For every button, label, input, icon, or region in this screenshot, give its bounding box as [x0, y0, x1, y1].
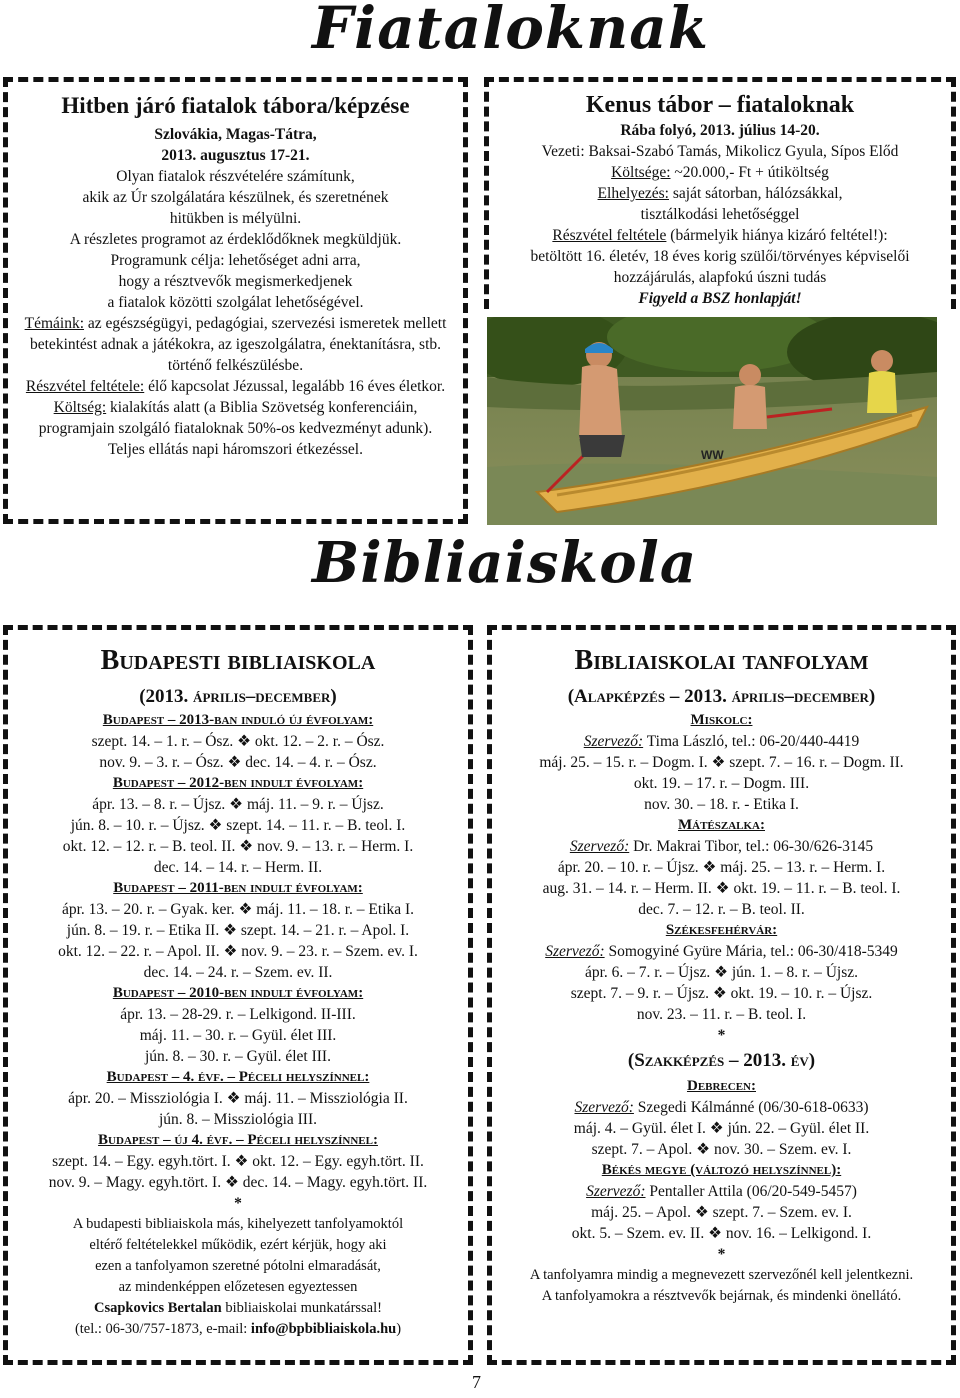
- camp-line: Szlovákia, Magas-Tátra,: [154, 126, 317, 143]
- location-heading: Békés megye (változó helyszínnel):: [601, 1162, 842, 1178]
- location-heading: Miskolc:: [690, 712, 753, 728]
- camp-line: Olyan fiatalok részvételére számítunk,: [116, 168, 355, 185]
- schedule-line: szept. 7. – 9. r. – Újsz. ❖ okt. 19. – 10. r. – Újsz.: [570, 985, 873, 1002]
- schedule-line: ápr. 13. – 20. r. – Gyak. ker. ❖ máj. 11. – 18. r. – Etika I.: [61, 901, 415, 918]
- schedule-line: szept. 7. – Apol. ❖ nov. 30. – Szem. ev. I.: [591, 1141, 852, 1158]
- schedule-line: okt. 5. – Szem. ev. II. ❖ nov. 16. – Lelkigond. I.: [571, 1225, 872, 1242]
- camp-requirement: Részvétel feltétele: élő kapcsolat Jézussal, legalább 16 éves életkor.: [25, 378, 446, 395]
- course-box: [487, 625, 956, 1365]
- budapest-schedule: [16, 710, 460, 1193]
- budapest-title: Budapesti bibliaiskola: [100, 645, 376, 676]
- kenu-website: Figyeld a BSZ honlapját!: [638, 290, 802, 307]
- course-star: *: [717, 1027, 726, 1044]
- schedule-heading: Budapest – 2013-ban induló új évfolyam:: [102, 712, 374, 728]
- schedule-line: okt. 19. – 17. r. – Dogm. III.: [633, 775, 810, 792]
- note-line: A budapesti bibliaiskola más, kihelyezett tanfolyamoktól: [72, 1216, 404, 1232]
- schedule-line: ápr. 20. – 10. r. – Újsz. ❖ máj. 25. – 13. r. – Herm. I.: [557, 859, 886, 876]
- camp-title: Hitben járó fiatalok tábora/képzése: [61, 93, 410, 118]
- schedule-line: aug. 31. – 14. r. – Herm. II. ❖ okt. 19. – 11. r. – B. teol. I.: [542, 880, 901, 897]
- kenu-requirement-2: betöltött 16. életév, 18 éves korig szülői/törvényes képviselői: [530, 248, 910, 265]
- course-title: Bibliaiskolai tanfolyam: [574, 645, 869, 676]
- camp-topics: Témáink: az egészségügyi, pedagógiai, szervezési ismeretek mellett betekintést adnak a játékokra, az igeszolgálatra, énektanításra, stb. történő felkészülésbe.: [24, 315, 447, 374]
- budapest-email-link[interactable]: info@bpbibliaiskola.hu: [250, 1321, 397, 1337]
- organizer-line: [498, 836, 945, 857]
- canoe-photo: [487, 317, 937, 525]
- kenu-requirement: Részvétel feltétele (bármelyik hiánya kizáró feltétel!):: [552, 227, 888, 244]
- organizer-name: Pentaller Attila (06/20-549-5457): [645, 1183, 857, 1200]
- schedule-line: nov. 9. – Magy. egyh.tört. I. ❖ dec. 14. – Magy. egyh.tört. II.: [48, 1174, 428, 1191]
- kenu-cost: Költsége: ~20.000,- Ft + útiköltség: [611, 164, 829, 181]
- note-line: ezen a tanfolyamon szeretné pótolni elmaradását,: [95, 1258, 381, 1274]
- schedule-line: dec. 14. – 24. r. – Szem. ev. II.: [143, 964, 333, 981]
- schedule-line: okt. 12. – 22. r. – Apol. II. ❖ nov. 9. – 23. r. – Szem. ev. I.: [58, 943, 418, 960]
- organizer-label: Szervező:: [545, 943, 605, 960]
- camp-line: Programunk célja: lehetőséget adni arra,: [110, 252, 361, 269]
- kenu-leaders: Vezeti: Baksai-Szabó Tamás, Mikolicz Gyula, Sípos Előd: [541, 143, 899, 160]
- budapest-star: *: [234, 1195, 242, 1212]
- organizer-label: Szervező:: [574, 1099, 634, 1116]
- location-heading: Mátészalka:: [677, 817, 765, 833]
- kenu-place: Rába folyó, 2013. július 14-20.: [620, 122, 820, 139]
- heading-bibliaiskola: Bibliaiskola: [312, 530, 698, 596]
- organizer-line: [498, 731, 945, 752]
- budapest-contact-tel: (tel.: 06-30/757-1873, e-mail: info@bpbibliaiskola.hu): [74, 1321, 402, 1337]
- course-spec-schedule: [498, 1076, 945, 1244]
- organizer-name: Dr. Makrai Tibor, tel.: 06-30/626-3145: [629, 838, 874, 855]
- kenu-title: Kenus tábor – fiataloknak: [585, 92, 855, 118]
- organizer-label: Szervező:: [586, 1183, 646, 1200]
- schedule-line: dec. 14. – 14. r. – Herm. II.: [153, 859, 323, 876]
- organizer-line: [498, 1097, 945, 1118]
- camp-full-board: Teljes ellátás napi háromszori étkezéssel.: [108, 441, 363, 458]
- course-schedule: [498, 710, 945, 1025]
- organizer-name: Szegedi Kálmánné (06/30-618-0633): [633, 1099, 869, 1116]
- camp-line: hogy a résztvevők megismerkedjenek: [118, 273, 353, 290]
- schedule-heading: Budapest – 2012-ben indult évfolyam:: [112, 775, 364, 791]
- schedule-heading: Budapest – 2010-ben indult évfolyam:: [112, 985, 364, 1001]
- course-note-1: A tanfolyamra mindig a megnevezett szervezőnél kell jelentkezni.: [529, 1267, 914, 1283]
- schedule-line: nov. 30. – 18. r. - Etika I.: [644, 796, 799, 813]
- schedule-line: nov. 23. – 11. r. – B. teol. I.: [636, 1006, 807, 1023]
- kenu-lodging-2: tisztálkodási lehetőséggel: [640, 206, 800, 223]
- schedule-line: máj. 25. – 15. r. – Dogm. I. ❖ szept. 7. – 16. r. – Dogm. II.: [539, 754, 904, 771]
- schedule-line: ápr. 6. – 7. r. – Újsz. ❖ jún. 1. – 8. r. – Újsz.: [584, 964, 859, 981]
- organizer-name: Tima László, tel.: 06-20/440-4419: [643, 733, 860, 750]
- schedule-line: máj. 25. – Apol. ❖ szept. 7. – Szem. ev. I.: [591, 1204, 852, 1221]
- schedule-heading: Budapest – új 4. évf. – Péceli helyszínnel:: [98, 1132, 378, 1148]
- organizer-name: Somogyiné Gyüre Mária, tel.: 06-30/418-5349: [604, 943, 898, 960]
- schedule-heading: Budapest – 4. évf. – Péceli helyszínnel:: [106, 1069, 370, 1085]
- budapest-period: (2013. április–december): [139, 686, 337, 707]
- organizer-line: [498, 941, 945, 962]
- course-note-2: A tanfolyamokra a résztvevők bejárnak, és mindenki önellátó.: [541, 1288, 902, 1304]
- schedule-line: szept. 14. – Egy. egyh.tört. I. ❖ okt. 12. – Egy. egyh.tört. II.: [52, 1153, 424, 1170]
- schedule-line: jún. 8. – 10. r. – Újsz. ❖ szept. 14. – 11. r. – B. teol. I.: [70, 817, 406, 834]
- camp-line: 2013. augusztus 17-21.: [161, 147, 310, 164]
- schedule-line: jún. 8. – Missziológia III.: [159, 1111, 317, 1128]
- schedule-heading: Budapest – 2011-ben indult évfolyam:: [113, 880, 363, 896]
- note-line: eltérő feltételekkel működik, ezért kérjük, hogy aki: [89, 1237, 387, 1253]
- heading-fiataloknak: Fiataloknak: [312, 0, 710, 62]
- kenu-lodging: Elhelyezés: saját sátorban, hálózsákkal,: [597, 185, 843, 202]
- schedule-line: nov. 9. – 3. r. – Ósz. ❖ dec. 14. – 4. r. – Ósz.: [99, 754, 377, 771]
- location-heading: Debrecen:: [686, 1078, 756, 1094]
- camp-cost: Költség: kialakítás alatt (a Biblia Szövetség konferenciáin, programjain szolgáló fiataloknak 50%-os kedvezményt adunk).: [38, 399, 433, 437]
- camp-box: [3, 77, 468, 524]
- course-spec-title: (Szakképzés – 2013. év): [627, 1050, 816, 1071]
- schedule-line: szept. 14. – 1. r. – Ósz. ❖ okt. 12. – 2. r. – Ósz.: [91, 733, 385, 750]
- camp-line: a fiatalok közötti szolgálat lehetőségével.: [107, 294, 364, 311]
- schedule-line: máj. 4. – Gyül. élet I. ❖ jún. 22. – Gyül. élet II.: [573, 1120, 870, 1137]
- course-period: (Alapképzés – 2013. április–december): [567, 686, 876, 707]
- kenu-box: [484, 77, 956, 309]
- note-line: az mindenképpen előzetesen egyeztessen: [118, 1279, 358, 1295]
- camp-lines: [16, 124, 455, 313]
- budapest-note: [16, 1214, 460, 1298]
- location-heading: Székesfehérvár:: [665, 922, 778, 938]
- page-number: 7: [472, 1372, 481, 1392]
- course-star-2: *: [717, 1246, 726, 1263]
- schedule-line: okt. 12. – 12. r. – B. teol. II. ❖ nov. 9. – 13. r. – Herm. I.: [62, 838, 414, 855]
- schedule-line: jún. 8. – 19. r. – Etika II. ❖ szept. 14. – 21. r. – Apol. I.: [66, 922, 410, 939]
- schedule-line: ápr. 13. – 8. r. – Újsz. ❖ máj. 11. – 9. r. – Újsz.: [92, 796, 384, 813]
- schedule-line: ápr. 20. – Missziológia I. ❖ máj. 11. – Missziológia II.: [68, 1090, 408, 1107]
- organizer-label: Szervező:: [583, 733, 644, 750]
- camp-line: akik az Úr szolgálatára készülnek, és szeretnének: [82, 189, 389, 206]
- kenu-requirement-3: hozzájárulás, alapfokú úszni tudás: [613, 269, 827, 286]
- schedule-line: máj. 11. – 30. r. – Gyül. élet III.: [139, 1027, 337, 1044]
- camp-line: A részletes programot az érdeklődőknek megküldjük.: [69, 231, 402, 248]
- canoe-lettering: WW: [701, 448, 724, 462]
- budapest-box: [3, 625, 473, 1365]
- budapest-contact: Csapkovics Bertalan bibliaiskolai munkatárssal!: [94, 1300, 382, 1316]
- schedule-line: ápr. 13. – 28-29. r. – Lelkigond. II-III.: [120, 1006, 356, 1023]
- schedule-line: jún. 8. – 30. r. – Gyül. élet III.: [145, 1048, 331, 1065]
- schedule-line: dec. 7. – 12. r. – B. teol. II.: [638, 901, 805, 918]
- camp-line: hitükben is mélyülni.: [169, 210, 302, 227]
- organizer-label: Szervező:: [569, 838, 630, 855]
- organizer-line: [498, 1181, 945, 1202]
